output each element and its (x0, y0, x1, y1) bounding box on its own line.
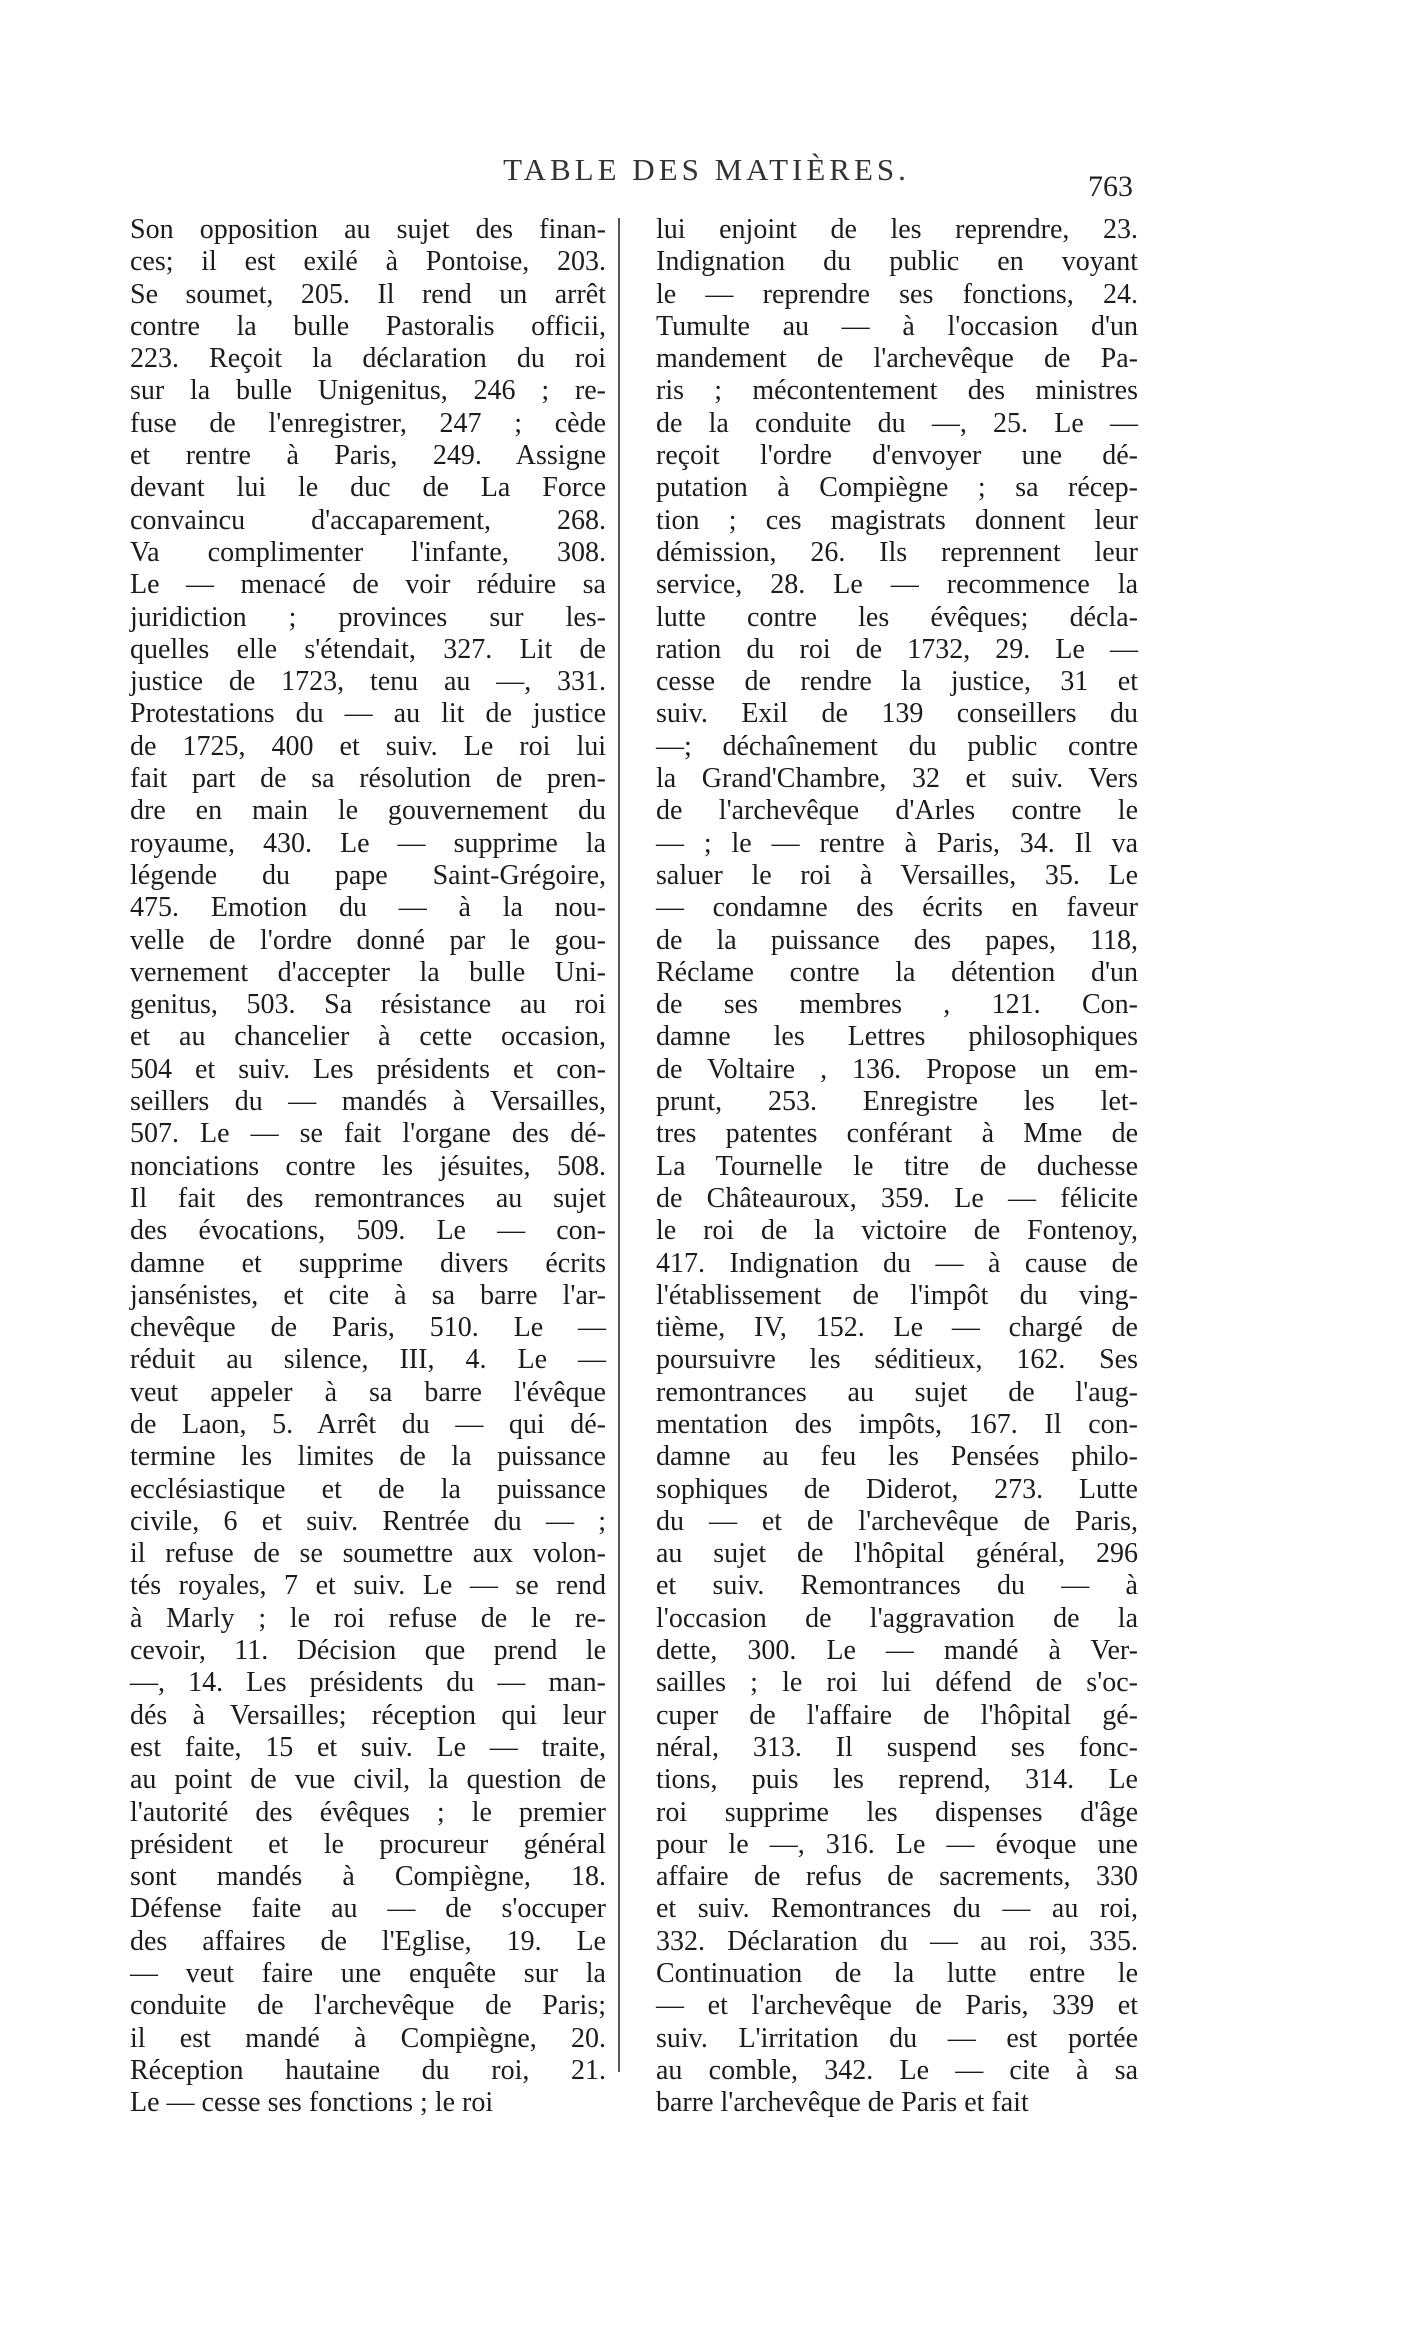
text-line: ecclésiastique et de la puissance (130, 1473, 606, 1505)
text-line: Se soumet, 205. Il rend un arrêt (130, 278, 606, 310)
text-line: juridiction ; provinces sur les- (130, 601, 606, 633)
text-line: de ses membres , 121. Con- (656, 989, 1138, 1021)
text-line: sailles ; le roi lui défend de s'oc- (656, 1667, 1138, 1699)
text-line: justice de 1723, tenu au —, 331. (130, 666, 606, 698)
text-line: Continuation de la lutte entre le (656, 1958, 1138, 1990)
text-line: mentation des impôts, 167. Il con- (656, 1408, 1138, 1440)
text-line: légende du pape Saint-Grégoire, (130, 859, 606, 891)
text-line: il refuse de se soumettre aux volon- (130, 1538, 606, 1570)
text-line: de Châteauroux, 359. Le — félicite (656, 1182, 1138, 1214)
text-line: poursuivre les séditieux, 162. Ses (656, 1344, 1138, 1376)
text-line: reçoit l'ordre d'envoyer une dé- (656, 440, 1138, 472)
text-line: 475. Emotion du — à la nou- (130, 892, 606, 924)
running-title: TABLE DES MATIÈRES. (503, 152, 910, 187)
text-line: service, 28. Le — recommence la (656, 569, 1138, 601)
text-line: et suiv. Remontrances du — à (656, 1570, 1138, 1602)
text-line: 417. Indignation du — à cause de (656, 1247, 1138, 1279)
text-line: jansénistes, et cite à sa barre l'ar- (130, 1279, 606, 1311)
text-line: Le — cesse ses fonctions ; le roi (130, 2087, 494, 2119)
text-line: 332. Déclaration du — au roi, 335. (656, 1925, 1138, 1957)
text-line: président et le procureur général (130, 1828, 606, 1860)
text-line: et rentre à Paris, 249. Assigne (130, 440, 606, 472)
text-line: il est mandé à Compiègne, 20. (130, 2022, 606, 2054)
text-line: — condamne des écrits en faveur (656, 892, 1138, 924)
text-line: saluer le roi à Versailles, 35. Le (656, 859, 1138, 891)
text-line: cevoir, 11. Décision que prend le (130, 1635, 606, 1667)
text-line: sont mandés à Compiègne, 18. (130, 1861, 606, 1893)
text-line: chevêque de Paris, 510. Le — (130, 1312, 606, 1344)
text-line: —; déchaînement du public contre (656, 730, 1138, 762)
text-line: civile, 6 et suiv. Rentrée du — ; (130, 1505, 606, 1537)
text-line: de l'archevêque d'Arles contre le (656, 795, 1138, 827)
text-line: ces; il est exilé à Pontoise, 203. (130, 246, 606, 278)
text-line: suiv. L'irritation du — est portée (656, 2022, 1138, 2054)
text-line: la Grand'Chambre, 32 et suiv. Vers (656, 763, 1138, 795)
text-line: seillers du — mandés à Versailles, (130, 1086, 606, 1118)
text-line: — et l'archevêque de Paris, 339 et (656, 1990, 1138, 2022)
text-line: damne et supprime divers écrits (130, 1247, 606, 1279)
text-line: cuper de l'affaire de l'hôpital gé- (656, 1699, 1138, 1731)
text-line: Réception hautaine du roi, 21. (130, 2054, 606, 2086)
text-line: — veut faire une enquête sur la (130, 1958, 606, 1990)
right-text-column (656, 214, 1138, 2119)
text-line: et suiv. Remontrances du — au roi, (656, 1893, 1138, 1925)
text-line: — ; le — rentre à Paris, 34. Il va (656, 827, 1138, 859)
text-line: de la conduite du —, 25. Le — (656, 407, 1138, 439)
text-line: tres patentes conférant à Mme de (656, 1118, 1138, 1150)
text-line: 223. Reçoit la déclaration du roi (130, 343, 606, 375)
text-line: veut appeler à sa barre l'évêque (130, 1376, 606, 1408)
text-line: pour le —, 316. Le — évoque une (656, 1828, 1138, 1860)
text-line: Le — menacé de voir réduire sa (130, 569, 606, 601)
text-line: fait part de sa résolution de pren- (130, 763, 606, 795)
text-line: vernement d'accepter la bulle Uni- (130, 956, 606, 988)
text-line: au sujet de l'hôpital général, 296 (656, 1538, 1138, 1570)
text-line: de Laon, 5. Arrêt du — qui dé- (130, 1408, 606, 1440)
text-line: dés à Versailles; réception qui leur (130, 1699, 606, 1731)
text-line: Son opposition au sujet des finan- (130, 214, 606, 245)
text-line: le roi de la victoire de Fontenoy, (656, 1215, 1138, 1247)
text-line: du — et de l'archevêque de Paris, (656, 1505, 1138, 1537)
text-line: tés royales, 7 et suiv. Le — se rend (130, 1570, 606, 1602)
text-line: au comble, 342. Le — cite à sa (656, 2054, 1138, 2086)
column-divider (618, 218, 620, 2072)
text-line: mandement de l'archevêque de Pa- (656, 343, 1138, 375)
text-line: dre en main le gouvernement du (130, 795, 606, 827)
text-line: 504 et suiv. Les présidents et con- (130, 1053, 606, 1085)
text-line: roi supprime les dispenses d'âge (656, 1796, 1138, 1828)
text-line: Indignation du public en voyant (656, 246, 1138, 278)
text-line: damne les Lettres philosophiques (656, 1021, 1138, 1053)
text-line: 507. Le — se fait l'organe des dé- (130, 1118, 606, 1150)
text-line: de Voltaire , 136. Propose un em- (656, 1053, 1138, 1085)
text-line: affaire de refus de sacrements, 330 (656, 1861, 1138, 1893)
text-line: Réclame contre la détention d'un (656, 956, 1138, 988)
text-line: fuse de l'enregistrer, 247 ; cède (130, 407, 606, 439)
text-line: tions, puis les reprend, 314. Le (656, 1764, 1138, 1796)
text-line: lutte contre les évêques; décla- (656, 601, 1138, 633)
text-line: nonciations contre les jésuites, 508. (130, 1150, 606, 1182)
text-line: lui enjoint de les reprendre, 23. (656, 214, 1138, 245)
text-line: tième, IV, 152. Le — chargé de (656, 1312, 1138, 1344)
text-line: sur la bulle Unigenitus, 246 ; re- (130, 375, 606, 407)
text-line: barre l'archevêque de Paris et fait (656, 2087, 1029, 2119)
text-line: genitus, 503. Sa résistance au roi (130, 989, 606, 1021)
text-line: Défense faite au — de s'occuper (130, 1893, 606, 1925)
text-line: royaume, 430. Le — supprime la (130, 827, 606, 859)
text-line: quelles elle s'étendait, 327. Lit de (130, 633, 606, 665)
text-line: au point de vue civil, la question de (130, 1764, 606, 1796)
text-line: devant lui le duc de La Force (130, 472, 606, 504)
text-line: —, 14. Les présidents du — man- (130, 1667, 606, 1699)
text-line: Protestations du — au lit de justice (130, 698, 606, 730)
page-number: 763 (1088, 170, 1133, 203)
text-line: réduit au silence, III, 4. Le — (130, 1344, 606, 1376)
text-line: des évocations, 509. Le — con- (130, 1215, 606, 1247)
text-line: convaincu d'accaparement, 268. (130, 504, 606, 536)
text-line: l'autorité des évêques ; le premier (130, 1796, 606, 1828)
text-line: remontrances au sujet de l'aug- (656, 1376, 1138, 1408)
text-line: conduite de l'archevêque de Paris; (130, 1990, 606, 2022)
text-line: est faite, 15 et suiv. Le — traite, (130, 1731, 606, 1763)
text-line: Tumulte au — à l'occasion d'un (656, 310, 1138, 342)
text-line: dette, 300. Le — mandé à Ver- (656, 1635, 1138, 1667)
text-line: démission, 26. Ils reprennent leur (656, 536, 1138, 568)
text-line: velle de l'ordre donné par le gou- (130, 924, 606, 956)
text-line: damne au feu les Pensées philo- (656, 1441, 1138, 1473)
text-line: suiv. Exil de 139 conseillers du (656, 698, 1138, 730)
text-line: ration du roi de 1732, 29. Le — (656, 633, 1138, 665)
text-line: La Tournelle le titre de duchesse (656, 1150, 1138, 1182)
left-text-column (130, 214, 606, 2119)
text-line: tion ; ces magistrats donnent leur (656, 504, 1138, 536)
text-line: putation à Compiègne ; sa récep- (656, 472, 1138, 504)
text-line: l'établissement de l'impôt du ving- (656, 1279, 1138, 1311)
text-line: néral, 313. Il suspend ses fonc- (656, 1731, 1138, 1763)
text-line: termine les limites de la puissance (130, 1441, 606, 1473)
text-line: sophiques de Diderot, 273. Lutte (656, 1473, 1138, 1505)
text-line: Il fait des remontrances au sujet (130, 1182, 606, 1214)
text-line: cesse de rendre la justice, 31 et (656, 666, 1138, 698)
text-line: l'occasion de l'aggravation de la (656, 1602, 1138, 1634)
text-line: de 1725, 400 et suiv. Le roi lui (130, 730, 606, 762)
text-line: à Marly ; le roi refuse de le re- (130, 1602, 606, 1634)
text-line: contre la bulle Pastoralis officii, (130, 310, 606, 342)
text-line: des affaires de l'Eglise, 19. Le (130, 1925, 606, 1957)
text-line: prunt, 253. Enregistre les let- (656, 1086, 1138, 1118)
text-line: de la puissance des papes, 118, (656, 924, 1138, 956)
text-line: Va complimenter l'infante, 308. (130, 536, 606, 568)
text-line: et au chancelier à cette occasion, (130, 1021, 606, 1053)
text-line: ris ; mécontentement des ministres (656, 375, 1138, 407)
text-line: le — reprendre ses fonctions, 24. (656, 278, 1138, 310)
